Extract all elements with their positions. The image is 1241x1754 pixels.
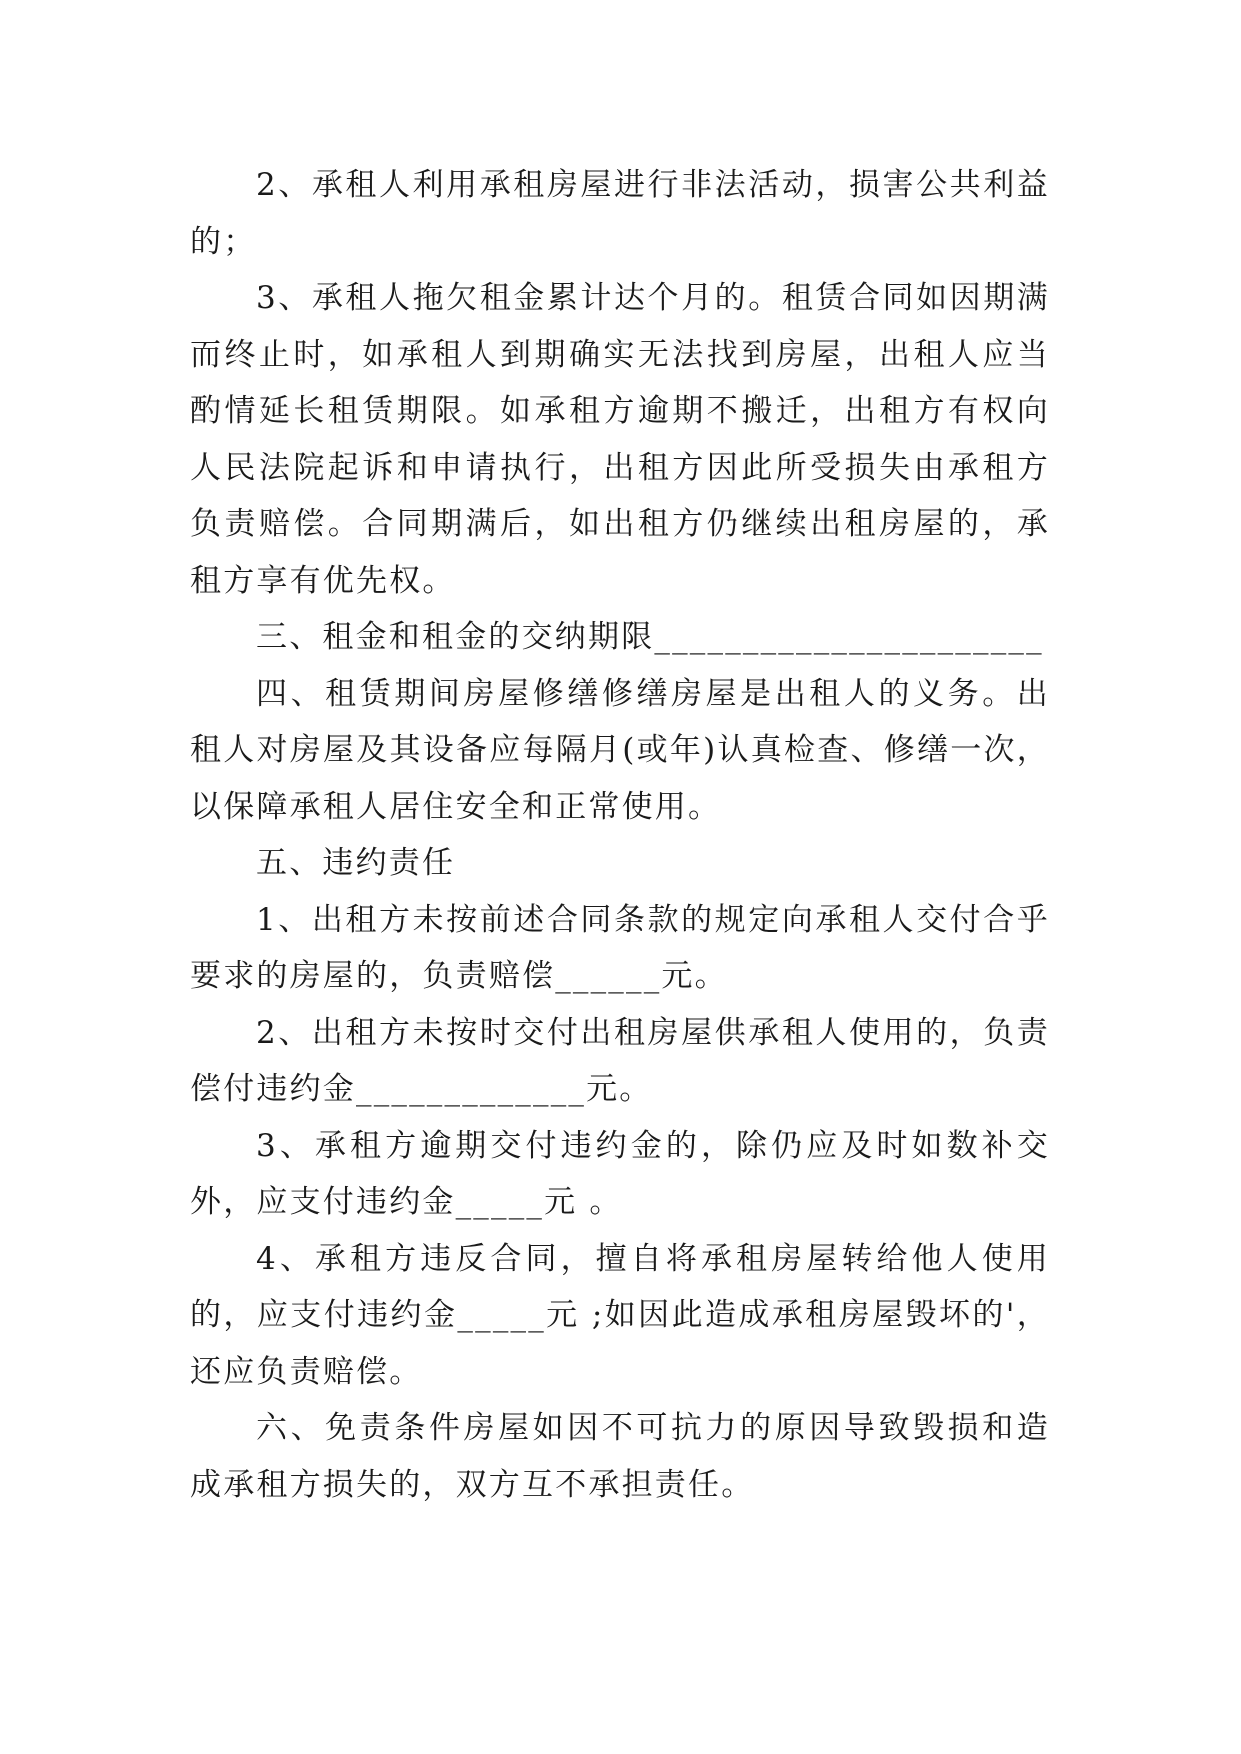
section-4-repairs: 四、租赁期间房屋修缮修缮房屋是出租人的义务。出租人对房屋及其设备应每隔月(或年)认真检查、修缮一次，以保障承租人居住安全和正常使用。 bbox=[190, 675, 1050, 825]
section-6-exemption: 六、免责条件房屋如因不可抗力的原因导致毁损和造成承租方损失的，双方互不承担责任。 bbox=[190, 1410, 1050, 1503]
section-5-heading: 五、违约责任 bbox=[256, 845, 456, 881]
clause-2-illegal-activity: 2、承租人利用承租房屋进行非法活动，损害公共利益的； bbox=[190, 167, 1050, 260]
breach-clause-3: 3、承租方逾期交付违约金的，除仍应及时如数补交外，应支付违约金_____元 。 bbox=[190, 1127, 1050, 1220]
breach-clause-4: 4、承租方违反合同，擅自将承租房屋转给他人使用的，应支付违约金_____元 ;如因此造成承租房屋毁坏的'，还应负责赔偿。 bbox=[190, 1240, 1050, 1390]
document-body bbox=[190, 157, 1050, 1513]
clause-3-rent-arrears: 3、承租人拖欠租金累计达个月的。租赁合同如因期满而终止时，如承租人到期确实无法找到房屋，出租人应当酌情延长租赁期限。如承租方逾期不搬迁，出租方有权向人民法院起诉和申请执行，出租方因此所受损失由承租方负责赔偿。合同期满后，如出租方仍继续出租房屋的，承租方享有优先权。 bbox=[190, 280, 1050, 599]
breach-clause-2: 2、出租方未按时交付出租房屋供承租人使用的，负责偿付违约金_____________元。 bbox=[190, 1014, 1050, 1107]
breach-clause-1: 1、出租方未按前述合同条款的规定向承租人交付合乎要求的房屋的，负责赔偿______元。 bbox=[190, 901, 1050, 994]
section-3-rent-payment: 三、租金和租金的交纳期限______________________ bbox=[256, 619, 1044, 655]
